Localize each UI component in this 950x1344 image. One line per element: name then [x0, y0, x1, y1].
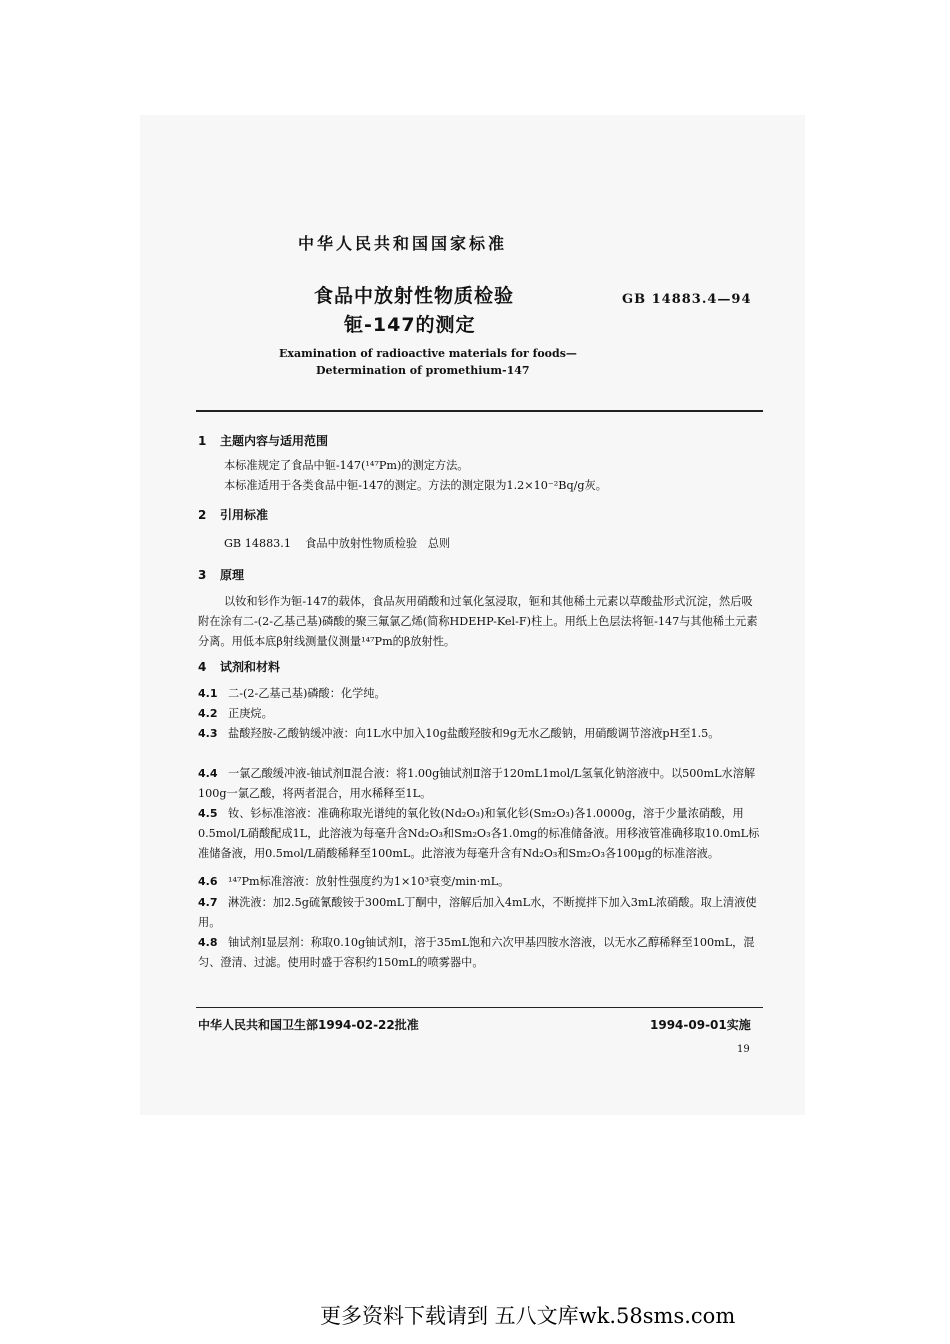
- english-title-line-2: Determination of promethium-147: [316, 364, 530, 377]
- section-number: 3: [198, 568, 207, 582]
- national-standard-heading: 中华人民共和国国家标准: [298, 234, 508, 253]
- section-title: 原理: [220, 568, 245, 582]
- section-number: 1: [198, 434, 207, 448]
- list-item: [198, 933, 763, 973]
- section-2-heading: [198, 506, 268, 523]
- section-title: 主题内容与适用范围: [220, 434, 329, 448]
- list-item: [198, 893, 763, 933]
- item-number: 4.5: [198, 807, 218, 820]
- item-text: 钕、钐标准溶液：准确称取光谱纯的氧化钕(Nd₂O₃)和氧化钐(Sm₂O₃)各1.0000g，溶于少量浓硝酸，用0.5mol/L硝酸配成1L，此溶液为每毫升含Nd₂O₃和Sm₂O₃各1.0mg的标准储备液。用移液管准确移取10.0mL标准储备液，用0.5mol/L硝酸稀释至100mL。此溶液为每毫升含有Nd₂O₃和Sm₂O₃各100μg的标准溶液。: [198, 807, 760, 860]
- item-number: 4.1: [198, 687, 218, 700]
- section-4-heading: [198, 658, 280, 675]
- list-item: [198, 804, 763, 864]
- standard-code: GB 14883.4—94: [622, 292, 752, 307]
- section-number: 2: [198, 508, 207, 522]
- item-number: 4.3: [198, 727, 218, 740]
- item-number: 4.2: [198, 707, 218, 720]
- approval-note: 中华人民共和国卫生部1994-02-22批准: [198, 1018, 419, 1032]
- list-item: [198, 872, 763, 892]
- list-item: [198, 764, 763, 804]
- section-1-line-2: 本标准适用于各类食品中钷-147的测定。方法的测定限为1.2×10⁻²Bq/g灰。: [224, 479, 607, 492]
- item-text: 正庚烷。: [228, 707, 273, 720]
- footer-divider: [196, 1007, 763, 1008]
- implementation-date: 1994-09-01实施: [650, 1018, 751, 1032]
- section-title: 引用标准: [220, 508, 269, 522]
- item-number: 4.8: [198, 936, 218, 949]
- title-line-1: 食品中放射性物质检验: [314, 285, 515, 307]
- item-number: 4.4: [198, 767, 218, 780]
- list-item: [198, 724, 763, 744]
- section-title: 试剂和材料: [220, 660, 281, 674]
- list-item: [198, 684, 763, 704]
- item-text: 铀试剂Ⅰ显层剂：称取0.10g铀试剂Ⅰ，溶于35mL饱和六次甲基四胺水溶液，以无水乙醇稀释至100mL，混匀、澄清、过滤。使用时盛于容积约150mL的喷雾器中。: [198, 936, 755, 969]
- page-number: 19: [737, 1044, 750, 1055]
- section-3-heading: [198, 566, 244, 583]
- download-watermark: 更多资料下载请到 五八文库wk.58sms.com: [320, 1304, 736, 1328]
- english-title-line-1: Examination of radioactive materials for foods—: [279, 347, 577, 360]
- item-number: 4.7: [198, 896, 218, 909]
- title-line-2: 钷-147的测定: [344, 314, 476, 336]
- item-text: 二-(2-乙基己基)磷酸：化学纯。: [228, 687, 386, 700]
- list-item: [198, 704, 763, 724]
- section-1-heading: [198, 432, 328, 449]
- section-2-reference: GB 14883.1 食品中放射性物质检验 总则: [224, 537, 451, 550]
- item-text: 盐酸羟胺-乙酸钠缓冲液：向1L水中加入10g盐酸羟胺和9g无水乙酸钠，用硝酸调节溶液pH至1.5。: [228, 727, 720, 740]
- section-1-line-1: 本标准规定了食品中钷-147(¹⁴⁷Pm)的测定方法。: [224, 459, 469, 472]
- section-number: 4: [198, 660, 207, 674]
- item-text: ¹⁴⁷Pm标准溶液：放射性强度约为1×10³衰变/min·mL。: [228, 875, 510, 888]
- item-number: 4.6: [198, 875, 218, 888]
- item-text: 一氯乙酸缓冲液-铀试剂Ⅱ混合液：将1.00g铀试剂Ⅱ溶于120mL1mol/L氢氧化钠溶液中。以500mL水溶解100g一氯乙酸，将两者混合，用水稀释至1L。: [198, 767, 756, 800]
- item-text: 淋洗液：加2.5g硫氰酸铵于300mL丁酮中，溶解后加入4mL水，不断搅拌下加入3mL浓硝酸。取上清液使用。: [198, 896, 757, 929]
- section-3-text: 以钕和钐作为钷-147的载体，食品灰用硝酸和过氧化氢浸取，钷和其他稀土元素以草酸盐形式沉淀，然后吸附在涂有二-(2-乙基己基)磷酸的聚三氟氯乙烯(简称HDEHP-Kel-F)柱上。用纸上色层法将钷-147与其他稀土元素分离。用低本底β射线测量仪测量¹⁴⁷Pm的β放射性。: [198, 595, 758, 648]
- header-divider: [196, 410, 763, 412]
